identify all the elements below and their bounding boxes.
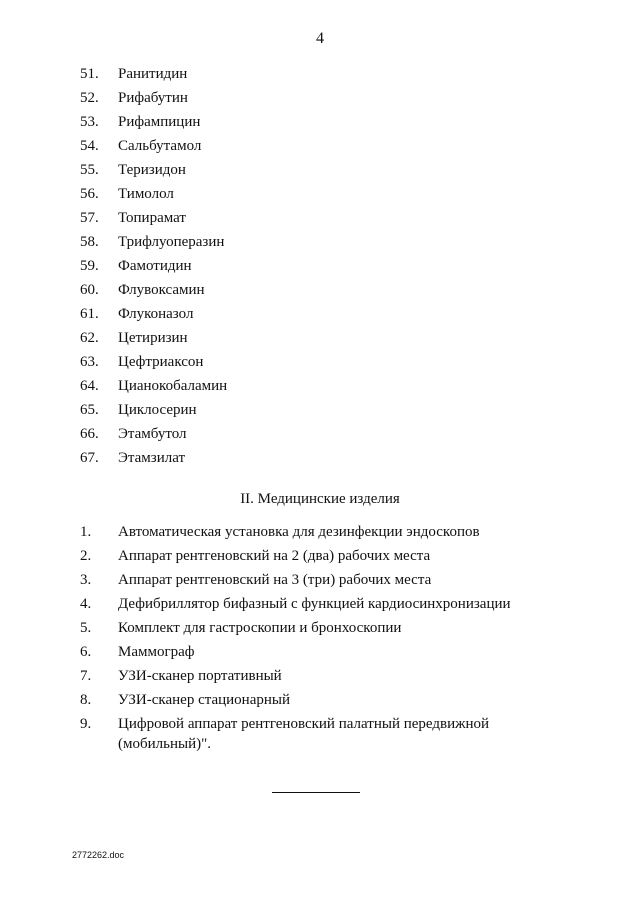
list-item bbox=[80, 446, 580, 470]
item-label: Теризидон bbox=[118, 162, 186, 178]
item-number: 51. bbox=[80, 66, 99, 82]
item-number: 59. bbox=[80, 258, 99, 274]
list-item bbox=[80, 326, 580, 350]
item-label: Трифлуоперазин bbox=[118, 234, 225, 250]
item-number: 1. bbox=[80, 524, 92, 540]
item-label: Этамбутол bbox=[118, 426, 187, 442]
item-label: Топирамат bbox=[118, 210, 186, 226]
list-item bbox=[80, 664, 580, 688]
item-number: 56. bbox=[80, 186, 99, 202]
end-divider bbox=[272, 792, 360, 793]
item-label: Ранитидин bbox=[118, 66, 188, 82]
item-number: 66. bbox=[80, 426, 99, 442]
item-number: 67. bbox=[80, 450, 99, 466]
item-number: 61. bbox=[80, 306, 99, 322]
item-number: 3. bbox=[80, 572, 92, 588]
item-label: Цефтриаксон bbox=[118, 354, 204, 370]
medicines-list bbox=[80, 62, 580, 470]
item-label: Аппарат рентгеновский на 2 (два) рабочих места bbox=[118, 548, 431, 564]
item-label: Маммограф bbox=[118, 644, 195, 660]
list-item bbox=[80, 422, 580, 446]
item-label: Этамзилат bbox=[118, 450, 186, 466]
item-label: Фамотидин bbox=[118, 258, 192, 274]
list-item bbox=[80, 616, 580, 640]
list-item bbox=[80, 206, 580, 230]
item-label: УЗИ-сканер портативный bbox=[118, 668, 282, 684]
list-item bbox=[80, 640, 580, 664]
list-item bbox=[80, 110, 580, 134]
item-label: Рифампицин bbox=[118, 114, 201, 130]
item-label: Автоматическая установка для дезинфекции эндоскопов bbox=[118, 524, 480, 540]
footer-filename: 2772262.doc bbox=[72, 850, 125, 860]
item-number: 54. bbox=[80, 138, 99, 154]
list-item bbox=[80, 592, 580, 616]
list-item bbox=[80, 278, 580, 302]
item-number: 65. bbox=[80, 402, 99, 418]
list-item bbox=[80, 568, 580, 592]
item-number: 4. bbox=[80, 596, 92, 612]
item-number: 63. bbox=[80, 354, 99, 370]
list-item bbox=[80, 544, 580, 568]
list-item bbox=[80, 302, 580, 326]
section-title: II. Медицинские изделия bbox=[240, 491, 400, 507]
item-label: Рифабутин bbox=[118, 90, 188, 106]
item-label: Комплект для гастроскопии и бронхоскопии bbox=[118, 620, 402, 636]
list-item bbox=[80, 520, 580, 544]
item-number: 55. bbox=[80, 162, 99, 178]
list-item bbox=[80, 134, 580, 158]
item-number: 6. bbox=[80, 644, 92, 660]
list-item bbox=[80, 254, 580, 278]
devices-list bbox=[80, 520, 580, 754]
item-label: Циклосерин bbox=[118, 402, 197, 418]
item-number: 52. bbox=[80, 90, 99, 106]
item-number: 2. bbox=[80, 548, 92, 564]
list-item bbox=[80, 374, 580, 398]
list-item bbox=[80, 230, 580, 254]
item-number: 53. bbox=[80, 114, 99, 130]
list-item bbox=[80, 158, 580, 182]
list-item bbox=[80, 350, 580, 374]
item-label: Тимолол bbox=[118, 186, 174, 202]
page-number: 4 bbox=[316, 30, 324, 47]
item-number: 5. bbox=[80, 620, 92, 636]
list-item bbox=[80, 62, 580, 86]
item-label: Цетиризин bbox=[118, 330, 188, 346]
item-label: УЗИ-сканер стационарный bbox=[118, 692, 291, 708]
item-number: 64. bbox=[80, 378, 99, 394]
list-item bbox=[80, 688, 580, 712]
list-item bbox=[80, 182, 580, 206]
item-number: 62. bbox=[80, 330, 99, 346]
item-label: Сальбутамол bbox=[118, 138, 202, 154]
list-item bbox=[80, 86, 580, 110]
item-number: 58. bbox=[80, 234, 99, 250]
item-number: 9. bbox=[80, 716, 92, 732]
list-item bbox=[80, 398, 580, 422]
list-item bbox=[80, 712, 580, 754]
item-number: 60. bbox=[80, 282, 99, 298]
item-label: Дефибриллятор бифазный с функцией кардиосинхронизации bbox=[118, 596, 511, 612]
item-label: Флувоксамин bbox=[118, 282, 205, 298]
item-label: Цианокобаламин bbox=[118, 378, 228, 394]
item-label: Аппарат рентгеновский на 3 (три) рабочих места bbox=[118, 572, 432, 588]
item-label: Цифровой аппарат рентгеновский палатный передвижной (мобильный)". bbox=[118, 716, 490, 752]
item-label: Флуконазол bbox=[118, 306, 194, 322]
item-number: 8. bbox=[80, 692, 92, 708]
item-number: 57. bbox=[80, 210, 99, 226]
item-number: 7. bbox=[80, 668, 92, 684]
